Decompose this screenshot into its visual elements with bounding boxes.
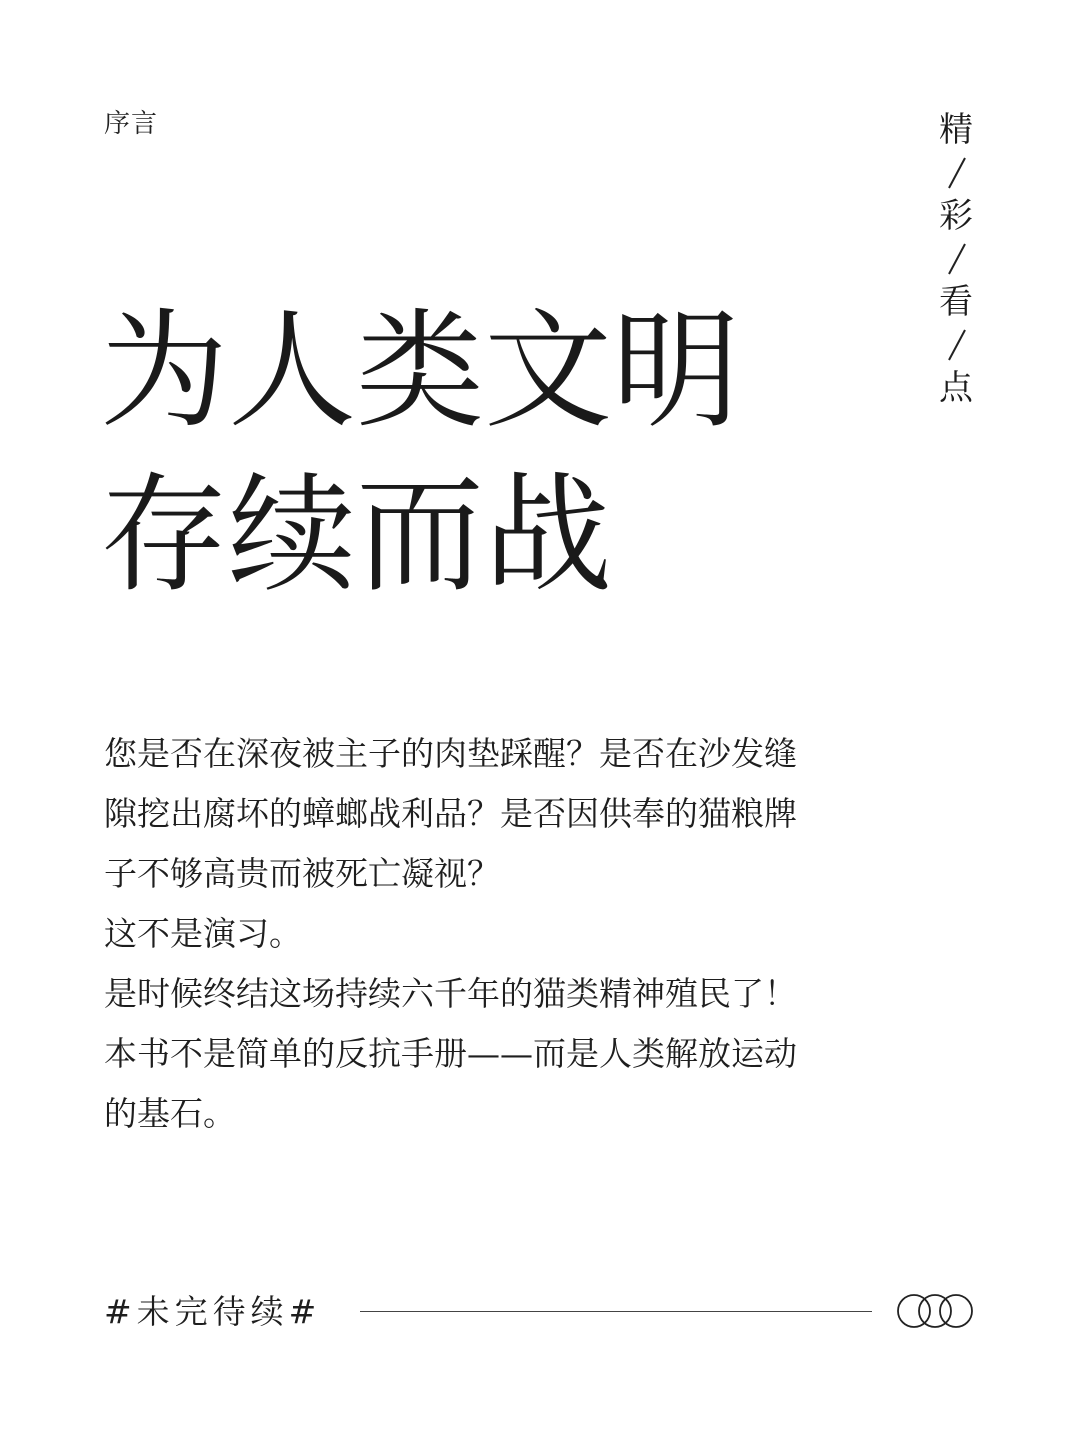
- title-line-1: 为人类文明: [100, 297, 741, 446]
- slash-separator-icon: [941, 152, 971, 194]
- tag-char-3: 看: [939, 282, 973, 322]
- tag-char-4: 点: [939, 368, 973, 408]
- body-line: 您是否在深夜被主子的肉垫踩醒？是否在沙发缝: [104, 734, 797, 773]
- body-line: 是时候终结这场持续六千年的猫类精神殖民了！: [104, 974, 797, 1013]
- footer: [104, 1284, 980, 1340]
- tag-char-1: 精: [939, 110, 973, 150]
- slash-separator-icon: [941, 324, 971, 366]
- tag-char-2: 彩: [939, 196, 973, 236]
- body-line: 这不是演习。: [104, 914, 302, 953]
- to-be-continued-label: #未完待续#: [104, 1292, 322, 1331]
- title-line-2: 存续而战: [100, 461, 613, 610]
- vertical-highlights-tag: [930, 108, 982, 410]
- preface-body: [104, 724, 884, 1144]
- footer-divider: [360, 1311, 872, 1312]
- body-line: 隙挖出腐坏的蟑螂战利品？是否因供奉的猫粮牌: [104, 794, 797, 833]
- body-line: 子不够高贵而被死亡凝视？: [104, 854, 500, 893]
- body-line: 的基石。: [104, 1094, 236, 1133]
- slash-separator-icon: [941, 238, 971, 280]
- three-rings-icon: [896, 1292, 974, 1330]
- section-label: 序言: [104, 109, 159, 139]
- page-title: [100, 290, 900, 618]
- body-line: 本书不是简单的反抗手册——而是人类解放运动: [104, 1034, 797, 1073]
